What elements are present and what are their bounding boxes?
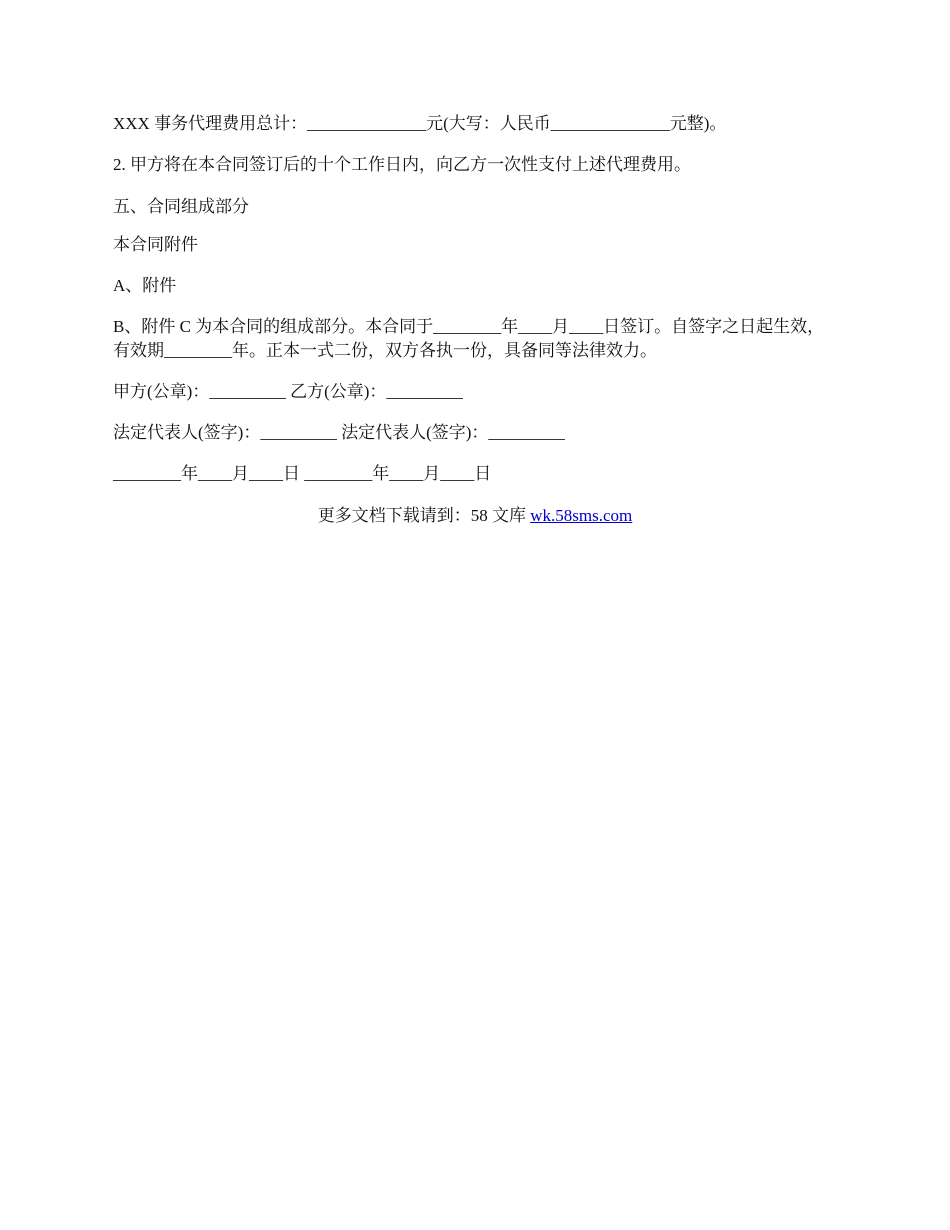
- footer-link[interactable]: wk.58sms.com: [530, 506, 633, 525]
- section-5-title: 五、合同组成部分: [113, 197, 249, 216]
- date-line: ________年____月____日 ________年____月____日: [113, 464, 492, 483]
- attachments-heading: 本合同附件: [113, 235, 198, 254]
- attachment-b-paragraph: B、附件 C 为本合同的组成部分。本合同于________年____月____日签订。自签字之日起生效，有效期________年。正本一式二份，双方各执一份，具备同等法律效力。: [113, 317, 825, 360]
- attachment-a-line: A、附件: [113, 276, 177, 295]
- footer-prefix: 更多文档下载请到：58 文库: [317, 506, 531, 525]
- fee-total-line: XXX 事务代理费用总计：______________元(大写：人民币______________元整)。: [113, 114, 727, 133]
- footer: [0, 504, 950, 528]
- seal-line: 甲方(公章)：_________ 乙方(公章)：_________: [113, 382, 463, 401]
- payment-line: 2. 甲方将在本合同签订后的十个工作日内，向乙方一次性支付上述代理费用。: [113, 155, 691, 174]
- representative-line: 法定代表人(签字)：_________ 法定代表人(签字)：_________: [113, 423, 565, 442]
